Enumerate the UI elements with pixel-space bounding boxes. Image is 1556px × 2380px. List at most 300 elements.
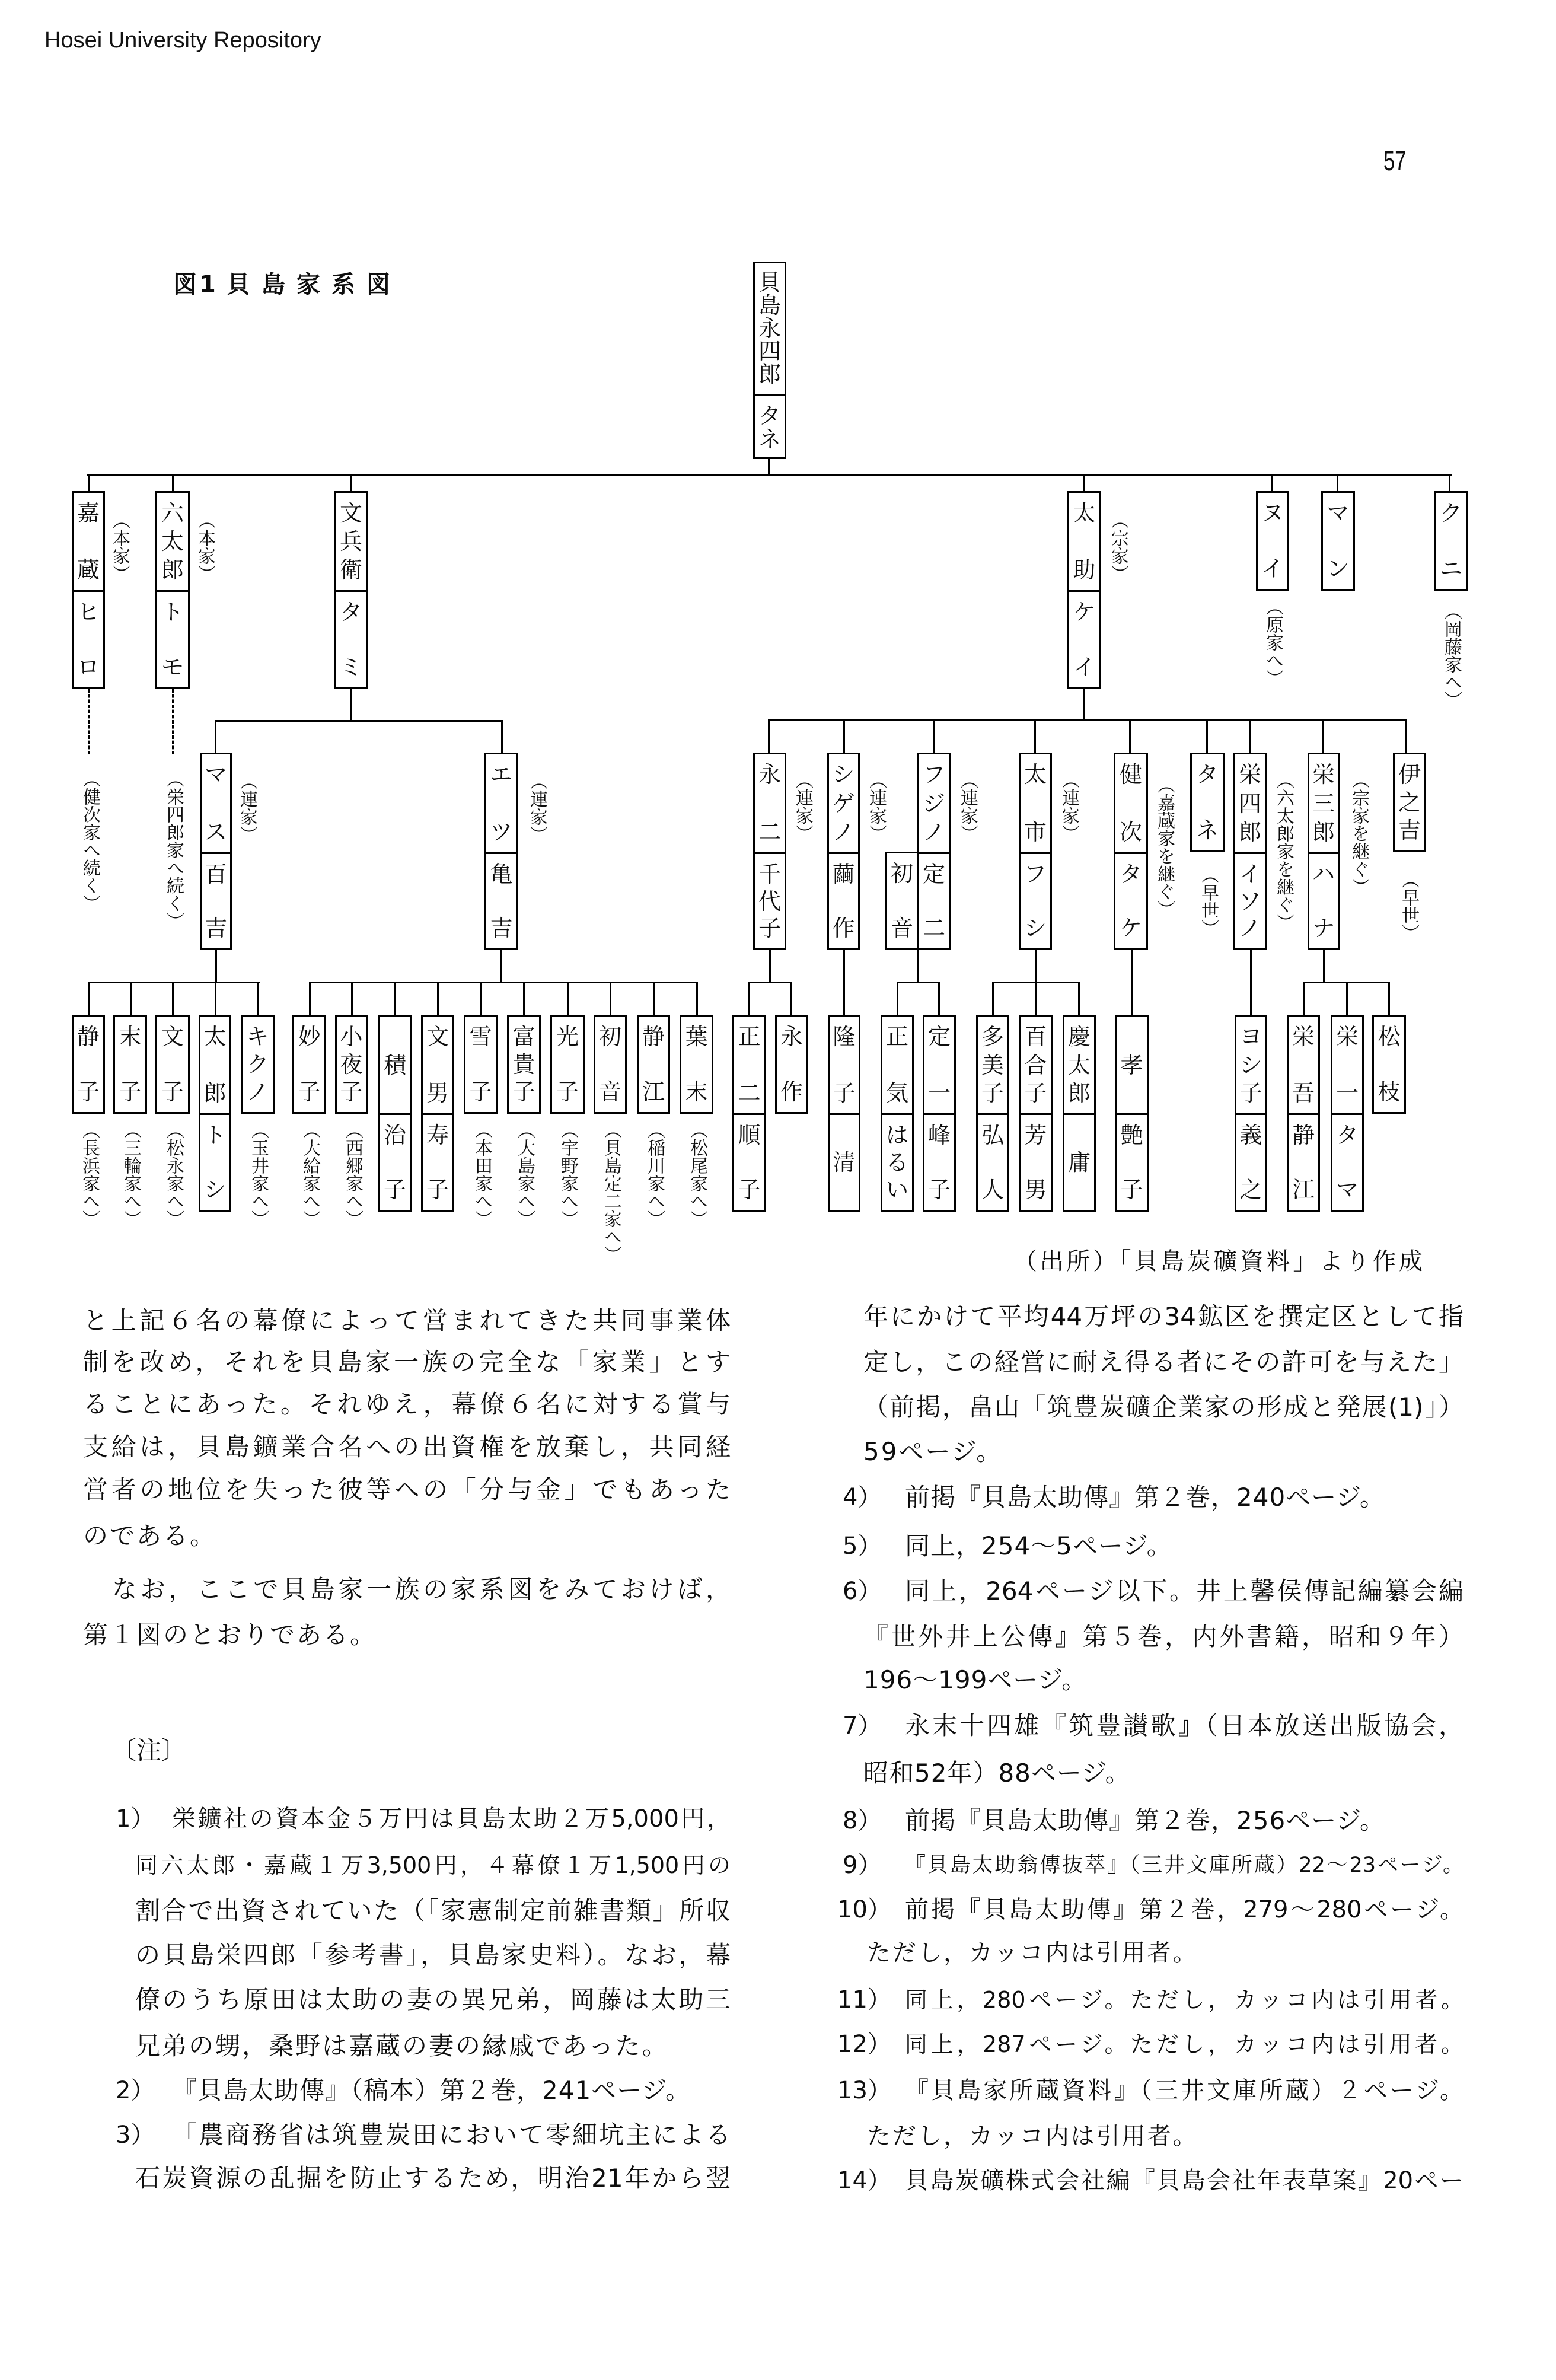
name-glyph: 繭 — [832, 861, 855, 887]
name-glyph: 定 — [927, 1024, 951, 1050]
name-glyph: 音 — [598, 1079, 621, 1105]
person-node — [775, 1015, 808, 1114]
name-glyph: 子 — [469, 1079, 492, 1105]
person-node — [1235, 1015, 1267, 1212]
spouse-name — [919, 852, 949, 948]
spouse-name — [486, 852, 516, 948]
name-glyph: 吉 — [490, 915, 513, 941]
note-line: 『貝島太助傳』（稿本）第２巻，241ページ。 — [172, 2076, 691, 2105]
note-line: 同上，287ページ。ただし，カッコ内は引用者。 — [905, 2031, 1463, 2057]
name-glyph: 永 — [758, 762, 781, 788]
name-glyph: 二 — [922, 915, 945, 941]
body-line: なお，ここで貝島家一族の家系図をみておけば， — [112, 1575, 731, 1604]
person-node — [1019, 1015, 1053, 1212]
note-number: 10） — [837, 1896, 891, 1923]
body-line: 第１図のとおりである。 — [83, 1620, 377, 1649]
connector-line — [1249, 719, 1251, 753]
name-glyph: エ — [490, 762, 513, 788]
connector-line — [394, 982, 396, 1015]
name-glyph: 義 — [1239, 1122, 1262, 1148]
note-line: （前掲，畠山「筑豊炭礦企業家の形成と発展(1)」） — [863, 1393, 1463, 1422]
name-glyph: ネ — [1195, 817, 1219, 843]
person-node — [484, 753, 518, 950]
name-glyph: 代 — [758, 888, 781, 915]
name-glyph: 静 — [1292, 1122, 1315, 1148]
person-node — [917, 753, 951, 950]
name-glyph: ミ — [339, 654, 362, 680]
note-line: 『貝島家所蔵資料』（三井文庫所蔵）２ページ。 — [905, 2077, 1463, 2104]
body-line: のである。 — [83, 1521, 217, 1550]
spouse-name — [755, 852, 785, 948]
note-number: 5） — [843, 1532, 882, 1560]
name-glyph: シ — [203, 1177, 227, 1203]
person-name — [1192, 754, 1223, 850]
note-line: 永末十四雄『筑豊讃歌』（日本放送出版協会， — [905, 1711, 1463, 1740]
note-number: 1） — [116, 1805, 155, 1833]
note-line: 石炭資源の乱掘を防止するため，明治21年から翌 — [135, 2164, 731, 2193]
name-glyph: 太 — [1023, 762, 1047, 788]
name-glyph: タ — [758, 403, 781, 429]
note-number: 13） — [837, 2077, 891, 2104]
name-glyph: 静 — [642, 1024, 665, 1050]
name-glyph: 音 — [890, 915, 913, 941]
person-name — [1021, 754, 1050, 852]
person-node — [550, 1015, 585, 1114]
person-node — [72, 1015, 105, 1114]
name-glyph: 吉 — [204, 915, 227, 941]
person-name — [1117, 1017, 1147, 1113]
person-node — [1115, 1015, 1149, 1212]
name-glyph: 郎 — [1312, 819, 1335, 845]
person-node — [1331, 1015, 1364, 1212]
person-node — [1308, 753, 1340, 950]
name-glyph: 峰 — [927, 1122, 951, 1148]
spouse-name — [1236, 1113, 1265, 1210]
name-glyph: 次 — [1119, 819, 1142, 845]
connector-line — [350, 689, 352, 721]
node-annotation: （早世） — [1398, 871, 1419, 942]
connector-line — [480, 982, 482, 1015]
body-line: 支給は，貝島鑛業合名への出資権を放棄し，共同経 — [83, 1432, 731, 1461]
connector-line — [1035, 950, 1037, 982]
connector-line — [309, 982, 311, 1015]
connector-line — [1337, 474, 1338, 492]
name-glyph: 衛 — [339, 557, 362, 583]
name-glyph: マ — [204, 762, 227, 788]
note-line: 同上，254〜5ページ。 — [905, 1531, 1172, 1560]
name-glyph: モ — [161, 654, 184, 680]
name-glyph: 之 — [1239, 1177, 1262, 1203]
person-node — [1321, 491, 1355, 591]
name-glyph: 栄 — [1312, 762, 1335, 788]
name-glyph: 光 — [556, 1024, 579, 1050]
person-name — [595, 1017, 625, 1112]
name-glyph: 郎 — [161, 557, 184, 583]
person-name — [829, 754, 858, 852]
name-glyph: 吾 — [1292, 1080, 1315, 1106]
name-glyph: フ — [1023, 861, 1047, 887]
connector-line — [1303, 982, 1305, 1015]
note-line: 僚のうち原田は太助の妻の異兄弟，岡藤は太助三 — [135, 1985, 731, 2014]
name-glyph: 三 — [1312, 790, 1335, 817]
name-glyph: 二 — [738, 1080, 761, 1106]
person-name — [1332, 1017, 1362, 1113]
node-annotation: （早世） — [1198, 866, 1219, 937]
name-glyph: 初 — [598, 1024, 621, 1050]
name-glyph: 江 — [642, 1079, 665, 1105]
person-node — [881, 1015, 914, 1212]
name-glyph: 永 — [758, 315, 781, 342]
name-glyph: 隆 — [833, 1024, 856, 1050]
connector-line — [350, 474, 352, 492]
person-node — [113, 1015, 147, 1114]
name-glyph: 子 — [383, 1177, 406, 1203]
name-glyph: 六 — [161, 500, 184, 526]
node-annotation: （大島家へ） — [514, 1121, 535, 1228]
person-node — [335, 1015, 368, 1114]
name-glyph: 島 — [758, 292, 781, 318]
name-glyph: ツ — [490, 819, 513, 845]
spouse-name — [1332, 1113, 1362, 1210]
note-line: 貝島炭礦株式会社編『貝島会社年表草案』20ペー — [905, 2167, 1463, 2194]
name-glyph: ゲ — [832, 790, 855, 817]
name-glyph: 末 — [119, 1024, 142, 1050]
connector-line — [215, 982, 216, 1015]
person-name — [157, 493, 188, 590]
connector-line — [501, 720, 503, 753]
name-glyph: ヌ — [1261, 500, 1284, 526]
node-annotation: （宗家を継ぐ） — [1348, 771, 1369, 896]
connector-line — [215, 720, 216, 753]
name-glyph: 順 — [738, 1122, 761, 1148]
name-glyph: 之 — [1398, 789, 1421, 815]
name-glyph: 子 — [927, 1177, 951, 1203]
spouse-name — [200, 1113, 229, 1210]
second-spouse-node — [885, 852, 919, 950]
person-node — [200, 753, 232, 950]
spouse-name — [1069, 590, 1099, 687]
name-glyph: シ — [1023, 915, 1047, 941]
node-annotation: （宗家） — [1108, 511, 1128, 582]
note-line: 同六太郎・嘉蔵１万3,500円，４幕僚１万1,500円の — [135, 1852, 731, 1878]
person-node — [292, 1015, 326, 1114]
person-name — [552, 1017, 583, 1112]
note-line: 兄弟の甥，桑野は嘉蔵の妻の縁戚であった。 — [135, 2031, 669, 2060]
person-node — [507, 1015, 541, 1114]
connector-line — [215, 720, 503, 722]
name-glyph: 子 — [76, 1079, 100, 1105]
connector-line — [768, 719, 770, 753]
spouse-name — [734, 1113, 764, 1210]
person-name — [978, 1017, 1007, 1113]
connector-line — [1388, 982, 1390, 1015]
connector-line — [843, 719, 845, 753]
name-glyph: マ — [1327, 500, 1350, 526]
person-name — [1069, 493, 1099, 590]
note-line: ただし，カッコ内は引用者。 — [867, 2123, 1198, 2150]
name-glyph: 松 — [1378, 1024, 1401, 1050]
person-name — [1021, 1017, 1051, 1113]
name-glyph: ネ — [758, 426, 781, 453]
person-name — [755, 754, 785, 852]
name-glyph: 子 — [512, 1079, 535, 1105]
name-glyph: ノ — [1238, 915, 1261, 941]
person-node — [976, 1015, 1009, 1212]
person-node — [1067, 491, 1101, 689]
connector-line — [933, 719, 935, 753]
connector-line — [653, 982, 655, 1015]
node-continuation: （健次家へ続く） — [79, 770, 100, 912]
person-node — [241, 1015, 275, 1114]
person-node — [1114, 753, 1148, 950]
name-glyph: 積 — [383, 1052, 406, 1078]
spouse-name — [1064, 1113, 1094, 1210]
node-annotation: （稲川家へ） — [644, 1121, 665, 1228]
name-glyph: 健 — [1119, 762, 1142, 788]
connector-line — [768, 719, 1407, 721]
name-glyph: 気 — [885, 1080, 908, 1106]
node-annotation: （長浜家へ） — [79, 1121, 100, 1228]
name-glyph: キ — [246, 1024, 269, 1050]
spouse-name — [74, 590, 103, 687]
name-glyph: 慶 — [1067, 1024, 1091, 1050]
note-line: 昭和52年）88ページ。 — [863, 1758, 1131, 1788]
node-annotation: （玉井家へ） — [248, 1121, 269, 1228]
name-glyph: 栄 — [1238, 762, 1261, 788]
spouse-name — [1117, 1113, 1147, 1210]
person-name — [1395, 754, 1424, 850]
node-annotation: （岡藤家へ） — [1441, 602, 1462, 709]
spouse-name — [1235, 852, 1265, 948]
name-glyph: 子 — [298, 1079, 321, 1105]
name-glyph: ニ — [1439, 556, 1462, 582]
name-glyph: 蔵 — [76, 557, 100, 583]
name-glyph: ナ — [1312, 915, 1335, 941]
figure-source-note: （出所）「貝島炭礦資料」より作成 — [1013, 1248, 1423, 1275]
name-glyph: ノ — [832, 819, 855, 845]
connector-line — [1250, 950, 1252, 1015]
name-glyph: 正 — [738, 1024, 761, 1050]
name-glyph: い — [885, 1177, 908, 1203]
name-glyph: タ — [1335, 1122, 1359, 1148]
person-node-root — [753, 262, 786, 459]
page-number: 57 — [1383, 145, 1407, 176]
person-name — [157, 1017, 188, 1112]
person-name — [243, 1017, 273, 1112]
connector-line — [768, 458, 770, 475]
person-name — [115, 1017, 145, 1112]
name-glyph: 夜 — [340, 1051, 363, 1078]
connector-line — [1131, 950, 1133, 1015]
person-node — [827, 753, 860, 950]
node-annotation: （貝島定二家へ） — [601, 1121, 621, 1263]
person-name — [1235, 754, 1265, 852]
person-name — [924, 1017, 954, 1113]
note-line: 栄鑛社の資本金５万円は貝島太助２万5,000円， — [172, 1805, 731, 1833]
node-annotation: （連家） — [237, 772, 257, 843]
person-name — [423, 1017, 452, 1113]
person-name — [1115, 754, 1146, 852]
name-glyph: ス — [204, 819, 227, 845]
name-glyph: 兵 — [339, 528, 362, 555]
name-glyph: ソ — [1238, 888, 1261, 915]
name-glyph: ハ — [1312, 861, 1335, 887]
name-glyph: 栄 — [1292, 1024, 1315, 1050]
person-node — [1063, 1015, 1096, 1212]
person-name — [336, 493, 366, 590]
name-glyph: 妙 — [298, 1024, 321, 1050]
connector-line — [938, 982, 940, 1015]
person-name — [509, 1017, 539, 1112]
spouse-name — [1021, 1113, 1051, 1210]
spouse-name — [336, 590, 366, 687]
name-glyph: 吉 — [1398, 817, 1421, 843]
name-glyph: 芳 — [1024, 1122, 1047, 1148]
name-glyph: 美 — [981, 1052, 1004, 1078]
name-glyph: 多 — [981, 1024, 1004, 1050]
note-line: 年にかけて平均44万坪の34鉱区を撰定区として指 — [863, 1302, 1463, 1331]
person-name — [777, 1017, 806, 1112]
person-node — [1256, 491, 1289, 591]
person-name — [200, 1017, 229, 1113]
name-glyph: イ — [1073, 654, 1096, 680]
name-glyph: 男 — [1024, 1177, 1047, 1203]
person-name — [1289, 1017, 1318, 1113]
name-glyph: 子 — [981, 1080, 1004, 1106]
connector-line — [1034, 719, 1036, 753]
body-line: 制を改め，それを貝島家一族の完全な「家業」とす — [83, 1347, 731, 1377]
connector-line — [610, 982, 611, 1015]
node-annotation: （本家） — [194, 511, 215, 582]
name-glyph: 作 — [780, 1079, 803, 1105]
name-glyph: ノ — [922, 819, 945, 845]
name-glyph: ク — [246, 1051, 269, 1078]
connector-line — [215, 950, 217, 982]
name-glyph: 二 — [758, 819, 781, 845]
connector-line — [1405, 719, 1407, 753]
spouse-name — [202, 852, 230, 948]
person-name — [1236, 1017, 1265, 1113]
name-glyph: 孝 — [1120, 1052, 1143, 1078]
note-number: 14） — [837, 2167, 891, 2194]
person-node — [923, 1015, 956, 1212]
name-glyph: タ — [1195, 762, 1219, 788]
name-glyph: 寿 — [426, 1122, 449, 1148]
note-number: 8） — [843, 1807, 882, 1834]
person-node — [378, 1015, 412, 1212]
note-line: の貝島栄四郎「参考書」，貝島家史料）。なお，幕 — [135, 1941, 731, 1970]
node-annotation: （連家） — [957, 771, 978, 842]
name-glyph: 文 — [161, 1024, 184, 1050]
name-glyph: ク — [1439, 500, 1462, 526]
connector-line — [1323, 950, 1325, 982]
name-glyph: 静 — [76, 1024, 100, 1050]
person-node — [1434, 491, 1468, 591]
person-node — [1233, 753, 1267, 950]
note-number: 4） — [843, 1484, 882, 1511]
spouse-name — [924, 1113, 954, 1210]
note-line: 同上，280ページ。ただし，カッコ内は引用者。 — [905, 1987, 1463, 2013]
name-glyph: ノ — [246, 1079, 269, 1105]
connector-line — [1322, 719, 1324, 753]
connector-line — [1078, 982, 1080, 1015]
name-glyph: ン — [1327, 556, 1350, 582]
connector-line — [130, 982, 132, 1015]
name-glyph: 文 — [339, 500, 362, 526]
name-glyph: 太 — [203, 1024, 227, 1050]
name-glyph: 千 — [758, 861, 781, 887]
person-node — [464, 1015, 498, 1114]
connector-line — [696, 982, 698, 1015]
note-number: 2） — [116, 2077, 155, 2104]
name-glyph: フ — [922, 762, 945, 788]
node-annotation: （連家） — [866, 771, 887, 842]
person-node — [680, 1015, 713, 1114]
name-glyph: 子 — [426, 1177, 449, 1203]
person-node — [637, 1015, 670, 1114]
person-node — [1190, 753, 1225, 852]
name-glyph: 雪 — [469, 1024, 492, 1050]
name-glyph: 郎 — [1238, 819, 1261, 845]
name-glyph: 葉 — [685, 1024, 708, 1050]
person-node — [1019, 753, 1052, 950]
note-number: 11） — [837, 1986, 891, 2013]
name-glyph: 栄 — [1335, 1024, 1359, 1050]
connector-line — [897, 982, 898, 1015]
name-glyph: 嘉 — [76, 500, 100, 526]
connector-line — [992, 982, 994, 1015]
name-glyph: 文 — [426, 1024, 449, 1050]
name-glyph: 子 — [556, 1079, 579, 1105]
person-name — [1064, 1017, 1094, 1113]
connector-line — [567, 982, 569, 1015]
connector-line — [1035, 982, 1037, 1015]
name-glyph: タ — [339, 599, 362, 625]
node-annotation: （六太郎家を継ぐ） — [1273, 771, 1294, 931]
node-annotation: （連家） — [1058, 771, 1079, 842]
connector-line — [769, 950, 771, 982]
spouse-name — [882, 1113, 912, 1210]
node-annotation: （本田家へ） — [471, 1121, 492, 1228]
name-glyph: 郎 — [758, 361, 781, 387]
note-line: 196〜199ページ。 — [863, 1665, 1088, 1694]
node-annotation: （松尾家へ） — [687, 1121, 707, 1228]
name-glyph: 江 — [1292, 1177, 1315, 1203]
name-glyph: 子 — [1120, 1177, 1143, 1203]
person-name — [1323, 493, 1353, 589]
person-node — [421, 1015, 454, 1212]
name-glyph: ケ — [1119, 915, 1142, 941]
person-node — [72, 491, 105, 689]
name-glyph: ケ — [1073, 599, 1096, 625]
person-node — [199, 1015, 231, 1212]
connector-line — [88, 982, 90, 1015]
name-glyph: 定 — [922, 861, 945, 887]
node-annotation: （原家へ） — [1262, 598, 1283, 687]
note-line: 「農商務省は筑豊炭田において零細坑主による — [172, 2120, 731, 2149]
name-glyph: ト — [203, 1122, 227, 1148]
name-glyph: 子 — [738, 1177, 761, 1203]
name-glyph: 富 — [512, 1024, 535, 1050]
name-glyph: 貝 — [758, 269, 781, 295]
node-annotation: （本家） — [109, 511, 130, 582]
name-glyph: 一 — [927, 1080, 951, 1106]
connector-line — [437, 982, 439, 1015]
spouse-name — [157, 590, 188, 687]
name-glyph: 作 — [832, 915, 855, 941]
name-glyph: 枝 — [1378, 1079, 1401, 1105]
name-glyph: 合 — [1024, 1052, 1047, 1078]
